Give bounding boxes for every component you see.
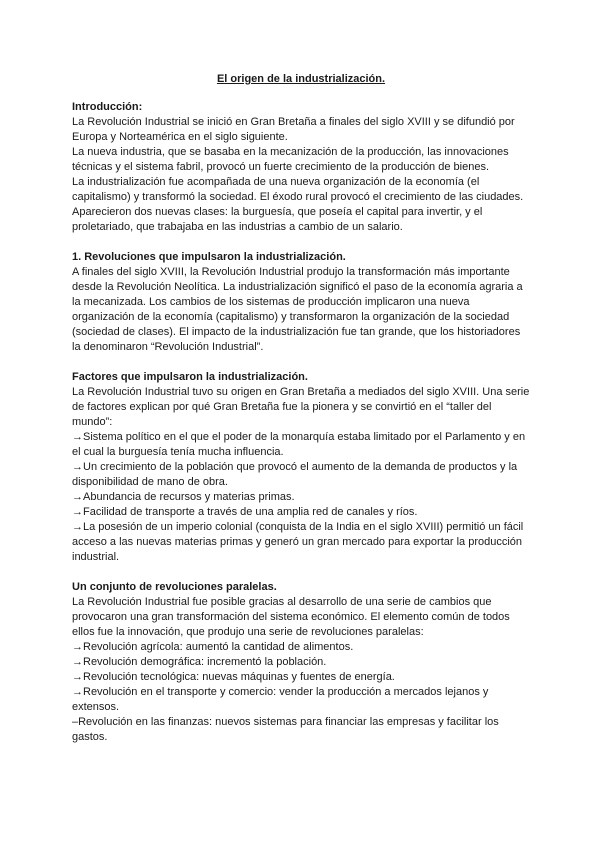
paragraph: La Revolución Industrial tuvo su origen en Gran Bretaña a mediados del siglo XVIII. Una serie de factores explican por qué Gran Bretaña fue la pionera y se convirtió en el “taller del mundo”: — [72, 386, 530, 428]
list-item: →Facilidad de transporte a través de una amplia red de canales y ríos. — [72, 506, 418, 518]
section-heading: 1. Revoluciones que impulsaron la industrialización. — [72, 251, 346, 263]
paragraph: A finales del siglo XVIII, la Revolución Industrial produjo la transformación más importante desde la Revolución Neolítica. La industrialización significó el paso de la economía agraria a la mecanizada. Los cambios de los sistemas de producción implicaron una nueva organización de la economía (capitalismo) y transformaron la organización de la sociedad (sociedad de clases). El impacto de la industrialización fue tan grande, que los historiadores la denominaron “Revolución Industrial”. — [72, 266, 523, 353]
list-item: →Revolución demográfica: incrementó la población. — [72, 656, 327, 668]
section-revoluciones-paralelas — [72, 580, 530, 745]
list-item: →Revolución tecnológica: nuevas máquinas y fuentes de energía. — [72, 671, 395, 683]
list-item: →Un crecimiento de la población que provocó el aumento de la demanda de productos y la disponibilidad de mano de obra. — [72, 461, 518, 488]
paragraph: La nueva industria, que se basaba en la mecanización de la producción, las innovaciones técnicas y el sistema fabril, provocó un fuerte crecimiento de la producción de bienes. — [72, 146, 509, 173]
section-factores — [72, 370, 530, 565]
document-page — [72, 72, 530, 760]
paragraph: La Revolución Industrial se inició en Gran Bretaña a finales del siglo XVIII y se difundió por Europa y Norteamérica en el siglo siguiente. — [72, 116, 515, 143]
document-title: El origen de la industrialización. — [216, 73, 386, 85]
list-item: →Sistema político en el que el poder de la monarquía estaba limitado por el Parlamento y en el cual la burguesía tenía mucha influencia. — [72, 431, 526, 458]
section-introduccion — [72, 100, 530, 235]
list-item: →La posesión de un imperio colonial (conquista de la India en el siglo XVIII) permitió un fácil acceso a las nuevas materias primas y generó un gran mercado para exportar la producción industrial. — [72, 521, 524, 563]
list-item: →Revolución en el transporte y comercio: vender la producción a mercados lejanos y extensos. — [72, 686, 489, 713]
paragraph: La Revolución Industrial fue posible gracias al desarrollo de una serie de cambios que provocaron una gran transformación del sistema económico. El elemento común de todos ellos fue la innovación, que produjo una serie de revoluciones paralelas: — [72, 596, 510, 638]
list-item: →Abundancia de recursos y materias primas. — [72, 491, 295, 503]
section-heading: Factores que impulsaron la industrialización. — [72, 371, 308, 383]
section-revoluciones — [72, 250, 530, 355]
section-heading: Introducción: — [72, 101, 143, 113]
list-item: →Revolución agrícola: aumentó la cantidad de alimentos. — [72, 641, 354, 653]
section-heading: Un conjunto de revoluciones paralelas. — [72, 581, 277, 593]
paragraph: La industrialización fue acompañada de una nueva organización de la economía (el capitalismo) y transformó la sociedad. El éxodo rural provocó el crecimiento de las ciudades. Aparecieron dos nuevas clases: la burguesía, que poseía el capital para invertir, y el proletariado, que trabajaba en las industrias a cambio de un salario. — [72, 176, 524, 233]
list-item: –Revolución en las finanzas: nuevos sistemas para financiar las empresas y facilitar los gastos. — [72, 716, 499, 743]
